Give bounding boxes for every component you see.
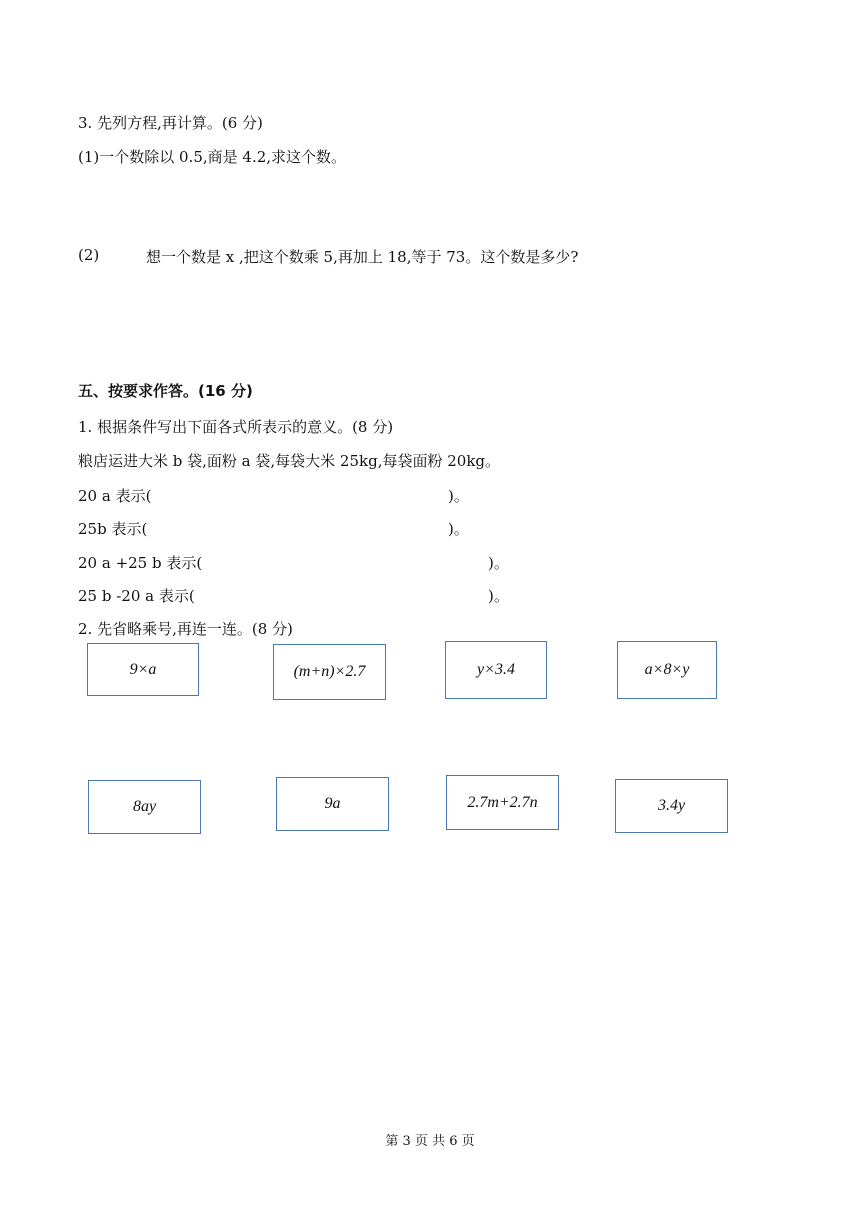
answer-row-3-expression: 20 a +25 b 表示( xyxy=(78,554,203,572)
match-box-bottom-2[interactable] xyxy=(276,777,389,831)
answer-row-2-expression: 25b 表示( xyxy=(78,520,148,538)
answer-row-1-close: )。 xyxy=(448,487,469,505)
section5-heading: 五、按要求作答。(16 分) xyxy=(78,382,253,400)
answer-row-2-close: )。 xyxy=(448,520,469,538)
answer-row-1-expression: 20 a 表示( xyxy=(78,487,152,505)
match-box-top-4[interactable] xyxy=(617,641,717,699)
answer-row-4-expression: 25 b -20 a 表示( xyxy=(78,587,195,605)
q3-title: 3. 先列方程,再计算。(6 分) xyxy=(78,114,263,132)
match-box-bottom-3[interactable] xyxy=(446,775,559,830)
answer-row-3-close: )。 xyxy=(488,554,509,572)
q1-title: 1. 根据条件写出下面各式所表示的意义。(8 分) xyxy=(78,418,394,436)
expression-label: 9a xyxy=(324,795,341,812)
expression-label: 2.7m+2.7n xyxy=(467,793,538,811)
q3-part2-number: (2) xyxy=(78,246,100,264)
q3-part2-text: 想一个数是 x ,把这个数乘 5,再加上 18,等于 73。这个数是多少? xyxy=(146,248,579,266)
match-box-top-1[interactable] xyxy=(87,643,199,696)
page-footer: 第 3 页 共 6 页 xyxy=(385,1134,475,1149)
expression-label: a×8×y xyxy=(644,661,690,678)
match-box-top-3[interactable] xyxy=(445,641,547,699)
match-box-bottom-4[interactable] xyxy=(615,779,728,833)
answer-row-4-close: )。 xyxy=(488,587,509,605)
q3-part1: (1)一个数除以 0.5,商是 4.2,求这个数。 xyxy=(78,148,347,166)
q2-title: 2. 先省略乘号,再连一连。(8 分) xyxy=(78,620,293,638)
match-box-top-2[interactable] xyxy=(273,644,386,700)
match-box-bottom-1[interactable] xyxy=(88,780,201,834)
expression-label: 3.4y xyxy=(657,797,686,814)
expression-label: 9×a xyxy=(129,660,157,678)
expression-label: (m+n)×2.7 xyxy=(293,663,366,680)
q1-condition: 粮店运进大米 b 袋,面粉 a 袋,每袋大米 25kg,每袋面粉 20kg。 xyxy=(78,452,501,470)
expression-label: 8ay xyxy=(132,798,157,815)
expression-label: y×3.4 xyxy=(477,661,515,678)
